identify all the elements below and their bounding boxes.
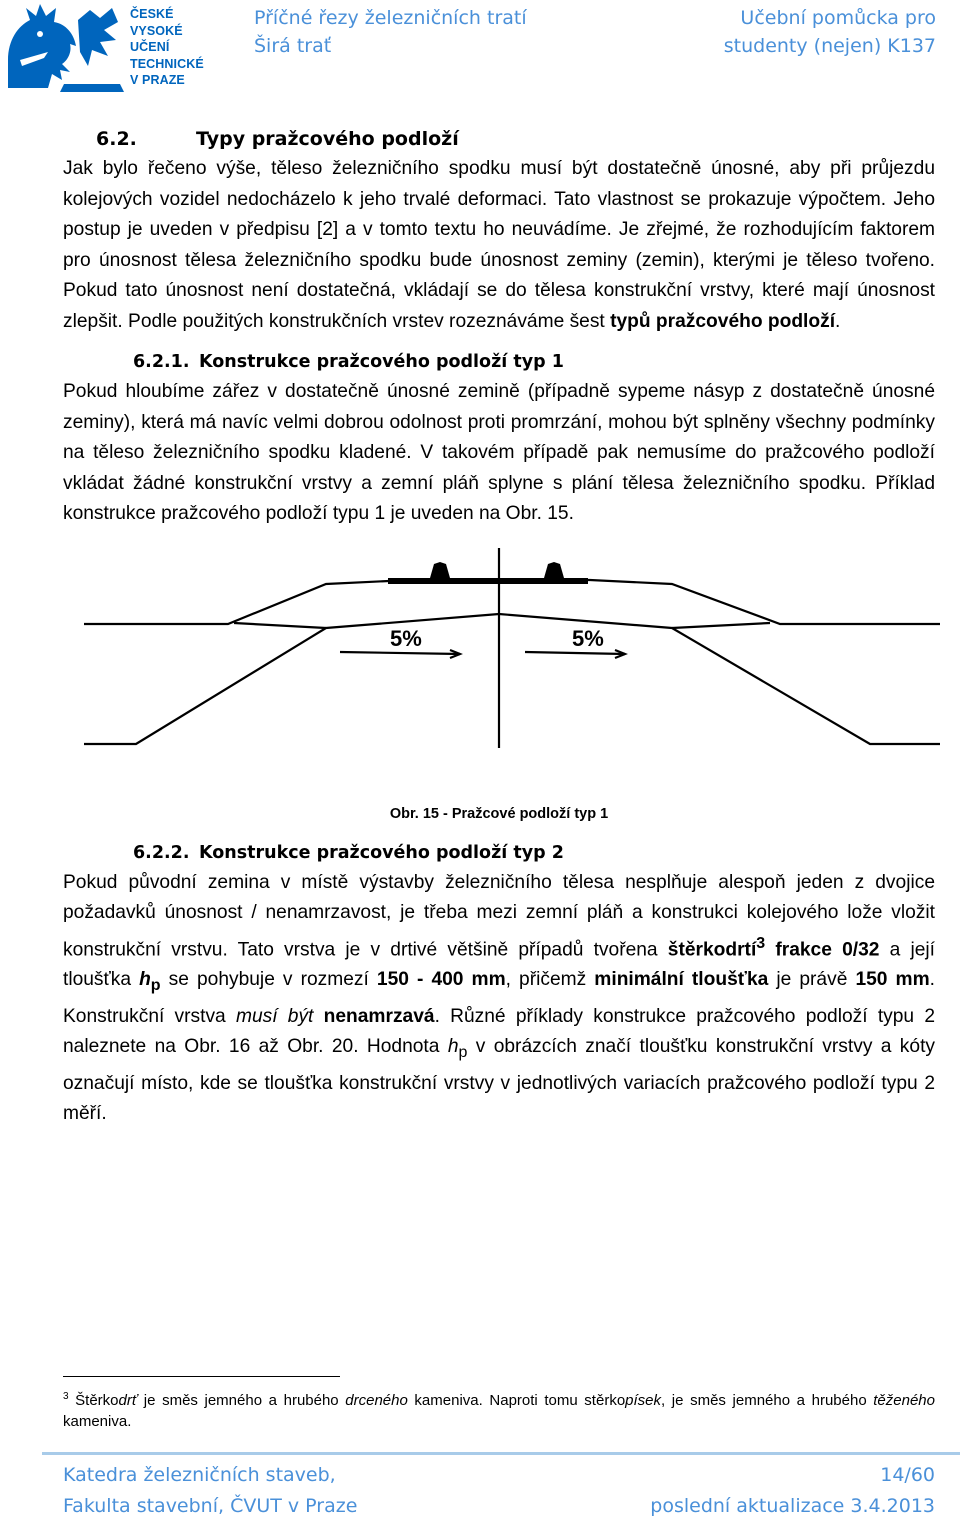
footer-divider — [42, 1452, 960, 1455]
section-intro-paragraph: Jak bylo řečeno výše, těleso železničního spodku musí být dostatečně únosné, aby při průjezdu kolejových vozidel nedocházelo k jeho trvalé deformaci. Tato vlastnost se prokazuje výpočtem. Jeho postup je uveden v předpisu [2] a v tomto textu ho neuvádíme. Je zřejmé, že rozhodujícím faktorem pro únosnost tělesa železničního spodku bude únosnost zeminy (zemin), kterými je těleso tvořeno. Pokud tato únosnost není dostatečná, vkládají se do tělesa konstrukční vrstvy, které mají únosnost zlepšit. Podle použitých konstrukčních vrstev rozeznáváme šest typů pražcového podloží. — [63, 158, 935, 332]
footer-department: Katedra železničních staveb, Fakulta stavební, ČVUT v Praze — [63, 1464, 358, 1517]
figure-15 — [63, 542, 935, 822]
subsection-number: 6.2.1. — [133, 352, 190, 372]
slope-label-left: 5% — [390, 625, 422, 651]
page-number: 14/60 — [880, 1464, 935, 1486]
footnote: $^3$ Štěrkodrť je směs jemného a hrubého drceného kameniva. Naproti tomu stěrkopísek, je směs jemného a hrubého těženého kameniva. — [63, 1391, 935, 1430]
last-updated: poslední aktualizace 3.4.2013 — [650, 1495, 935, 1517]
ballast-outline — [84, 580, 940, 624]
footer-page-info — [650, 1460, 935, 1522]
subsection-heading-type1 — [63, 347, 935, 377]
subsection-title: Konstrukce pražcového podloží typ 2 — [199, 842, 564, 863]
rail-right — [544, 562, 564, 578]
type2-paragraph: Pokud původní zemina v místě výstavby železničního tělesa nesplňuje alespoň jeden z dvojice požadavků únosnost / nenamrzavost, je třeba mezi zemní pláň a konstrukci kolejového lože vložit konstrukční vrstvu. Tato vrstva je v drtivé většině případů tvořena štěrkodrtí$^3$ frakce 0/32 a její tloušťka $h_p$ se pohybuje v rozmezí 150 - 400 mm, přičemž minimální tloušťka je právě 150 mm. Konstrukční vrstva musí být nenamrzavá. Různé příklady konstrukce pražcového podloží typu 2 naleznete na Obr. 16 až Obr. 20. Hodnota $h_p$ v obrázcích značí tloušťku konstrukční vrstvy a kóty označují místo, kde se tloušťka konstrukční vrstvy v jednotlivých variacích pražcového podloží typu 2 měří. — [63, 871, 935, 1125]
footnote-separator — [63, 1376, 340, 1377]
ballast-toe-right — [672, 623, 770, 628]
cross-section-diagram — [0, 542, 960, 792]
document-subtitle: Učební pomůcka pro studenty (nejen) K137 — [723, 7, 936, 57]
sleeper — [388, 578, 588, 584]
rail-left — [430, 562, 450, 578]
section-heading — [63, 124, 935, 154]
formation-outline — [84, 614, 940, 744]
slope-arrow-left — [340, 652, 460, 654]
section-title: Typy pražcového podloží — [196, 128, 459, 150]
type1-paragraph: Pokud hloubíme zářez v dostatečně únosné zemině (případně sypeme násyp z dostatečně únosné zeminy), která má navíc velmi dobrou odolnost proti promrzání, mohou být splněny všechny podmínky na těleso železničního spodku kladené. V takovém případě pak nemusíme do pražcového podloží vkládat žádné konstrukční vrstvy a zemní pláň splyne s plání tělesa železničního spodku. Příklad konstrukce pražcového podloží typu 1 je uveden na Obr. 15. — [63, 381, 935, 524]
page-header — [0, 0, 960, 100]
ctu-logo-wordmark: ČESKÉ VYSOKÉ UČENÍ TECHNICKÉ V PRAZE — [130, 7, 204, 88]
subsection-title: Konstrukce pražcového podloží typ 1 — [199, 352, 564, 372]
figure-caption: Obr. 15 - Pražcové podloží typ 1 — [389, 805, 609, 822]
subsection-number: 6.2.2. — [133, 842, 190, 863]
slope-label-right: 5% — [572, 625, 604, 651]
subsection-heading-type2 — [63, 838, 935, 868]
page-content — [63, 124, 935, 1130]
document-title: Příčné řezy železničních tratí Širá trať — [254, 7, 527, 57]
ballast-toe-left — [234, 623, 326, 628]
slope-arrow-right — [525, 652, 625, 654]
section-number: 6.2. — [96, 128, 137, 150]
